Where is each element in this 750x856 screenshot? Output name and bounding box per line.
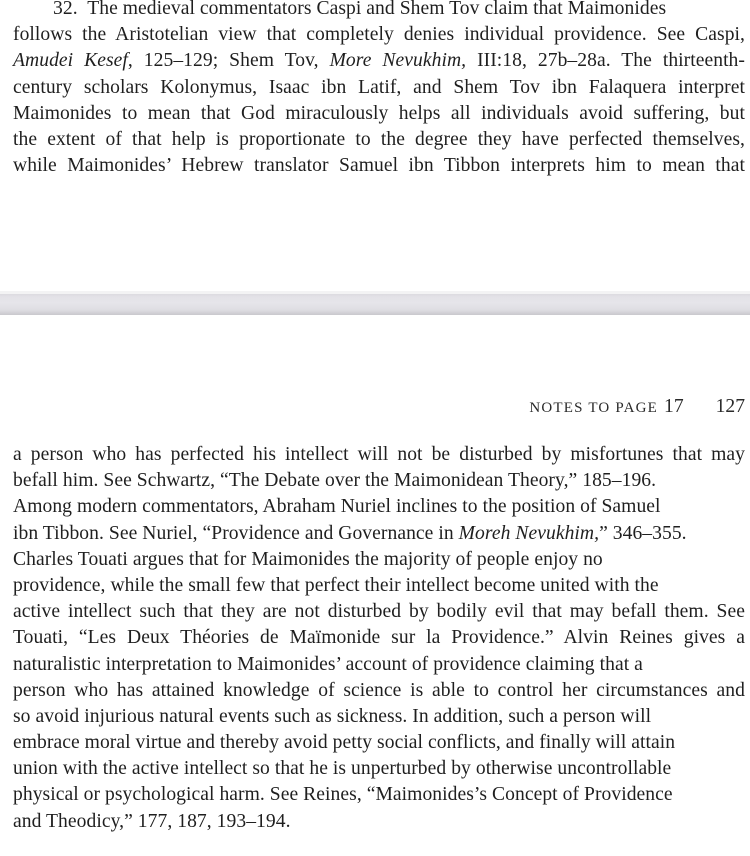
text-line: providence, while the small few that perfect their intellect become united with the: [13, 574, 659, 596]
italic-title: More Nevukhim,: [329, 50, 467, 72]
running-head-title: NOTES TO PAGE: [529, 400, 659, 416]
text-line: embrace moral virtue and thereby avoid petty social conflicts, and finally will attain: [13, 732, 676, 754]
footnote-text-continued: [13, 0, 745, 179]
text-line: Among modern commentators, Abraham Nuriel inclines to the position of Samuel: [13, 496, 661, 518]
text-line: a person who has perfected his intellect will not be disturbed by misfortunes that may: [13, 444, 745, 465]
italic-title: Amudei Kesef: [13, 50, 128, 72]
text-line: befall him. See Schwartz, “The Debate over the Maimonidean Theory,” 185–196.: [13, 470, 657, 492]
text-line: 32. The medieval commentators Caspi and Shem Tov claim that Maimonides: [53, 0, 667, 19]
text-line: so avoid injurious natural events such as sickness. In addition, such a person will: [13, 705, 652, 727]
note-number: 32.: [53, 0, 78, 19]
text-line: person who has attained knowledge of science is able to control her circumstances and: [13, 679, 745, 701]
footnote-text: [13, 442, 745, 835]
text-line: naturalistic interpretation to Maimonides’ account of providence claiming that a: [13, 653, 643, 675]
text-line: union with the active intellect so that he is unperturbed by otherwise uncontrollable: [13, 758, 672, 780]
text-line: active intellect such that they are not disturbed by bodily evil that may befall them. See: [13, 601, 745, 623]
text-line: while Maimonides’ Hebrew translator Samuel ibn Tibbon interprets him to mean that: [13, 155, 745, 177]
text-line: Amudei Kesef, 125–129; Shem Tov, More Nevukhim, III:18, 27b–28a. The thirteenth-: [13, 50, 745, 72]
text-line: the extent of that help is proportionate to the degree they have perfected themselves,: [13, 128, 745, 150]
text-line: follows the Aristotelian view that completely denies individual providence. See Caspi,: [13, 24, 745, 46]
text-line: ibn Tibbon. See Nuriel, “Providence and Governance in Moreh Nevukhim,” 346–355.: [13, 522, 687, 544]
page-divider: [0, 291, 750, 315]
text-line: Maimonides to mean that God miraculously helps all individuals avoid suffering, but: [13, 102, 745, 124]
text-line: century scholars Kolonymus, Isaac ibn Latif, and Shem Tov ibn Falaquera interpret: [13, 76, 745, 98]
running-head: [529, 396, 745, 418]
current-page: [0, 315, 750, 856]
previous-page: [0, 0, 750, 291]
text-line: and Theodicy,” 177, 187, 193–194.: [13, 810, 291, 832]
text-line: Touati, “Les Deux Théories de Maïmonide sur la Providence.” Alvin Reines gives a: [13, 627, 745, 649]
page-number: 127: [715, 396, 745, 417]
text-line: physical or psychological harm. See Reines, “Maimonides’s Concept of Providence: [13, 784, 673, 806]
running-head-page-ref: 17: [664, 396, 684, 417]
italic-title: Moreh Nevukhim,: [458, 522, 600, 544]
text-line: Charles Touati argues that for Maimonides the majority of people enjoy no: [13, 548, 603, 570]
